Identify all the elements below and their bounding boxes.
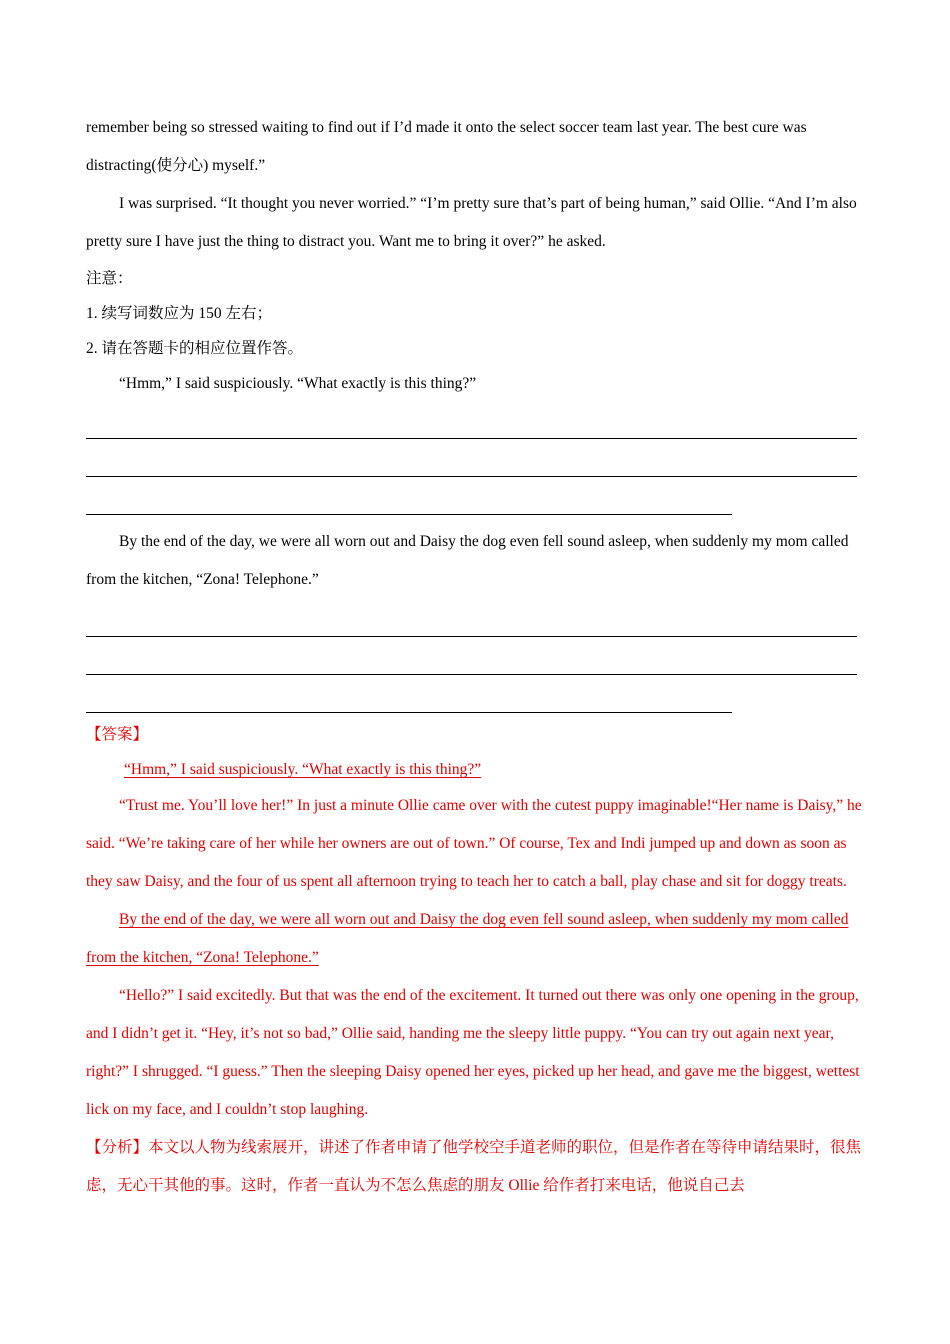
story-paragraph: I was surprised. “It thought you never worried.” “I’m pretty sure that’s part of being human,” said Ollie. “And I’m also pretty sure I have just the thing to distract you. Want me to bring it over?” he asked. [86,195,857,250]
answer-line[interactable] [86,599,857,637]
answer-second-prompt: By the end of the day, we were all worn out and Daisy the dog even fell sound asleep, when suddenly my mom called from the kitchen, “Zona! Telephone.” [86,911,849,966]
answer-line[interactable] [86,637,857,675]
answer-line[interactable] [86,477,732,515]
answer-line[interactable] [86,439,857,477]
answer-first-prompt-line [86,752,866,787]
analysis-label: 【分析】 [86,1139,149,1156]
answer-paragraph: “Hello?” I said excitedly. But that was the end of the excitement. It turned out there was only one opening in the group, and I didn’t get it. “Hey, it’s not so bad,” Ollie said, handing me the sleepy little puppy. “You can try out again next year, right?” I shrugged. “I guess.” Then the sleeping Daisy opened her eyes, picked up her head, and gave me the biggest, wettest lick on my face, and I couldn’t stop laughing. [86,987,860,1118]
continuation-prompt: By the end of the day, we were all worn out and Daisy the dog even fell sound asleep, when suddenly my mom called from the kitchen, “Zona! Telephone.” [86,533,849,588]
continuation-prompt: “Hmm,” I said suspiciously. “What exactly is this thing?” [119,375,477,392]
story-paragraph: remember being so stressed waiting to find out if I’d made it onto the select soccer team last year. The best cure was distracting(使分心) myself.” [86,119,807,174]
answer-paragraph: “Trust me. You’ll love her!” In just a minute Ollie came over with the cutest puppy imaginable!“Her name is Daisy,” he said. “We’re taking care of her while her owners are out of town.” Of course, Tex and Indi jumped up and down as soon as they saw Daisy, and the four of us spent all afternoon trying to teach her to catch a ball, play chase and sit for doggy treats. [86,797,862,890]
notes-heading: 注意： [86,270,133,287]
notes-item: 1. 续写词数应为 150 左右； [86,305,273,322]
answer-first-prompt: “Hmm,” I said suspiciously. “What exactly is this thing?” [124,761,482,778]
document-page [86,109,866,1205]
answer-line[interactable] [86,675,732,713]
analysis-text: 本文以人物为线索展开，讲述了作者申请了他学校空手道老师的职位，但是作者在等待申请结果时，很焦虑，无心干其他的事。这时，作者一直认为不怎么焦虑的朋友 Ollie 给作者打来电话，他说自己去 [86,1139,862,1194]
answer-label: 【答案】 [86,726,149,743]
notes-item: 2. 请在答题卡的相应位置作答。 [86,340,304,357]
analysis [86,1129,866,1205]
answer-line[interactable] [86,401,857,439]
answer-second-prompt-line [86,901,866,977]
